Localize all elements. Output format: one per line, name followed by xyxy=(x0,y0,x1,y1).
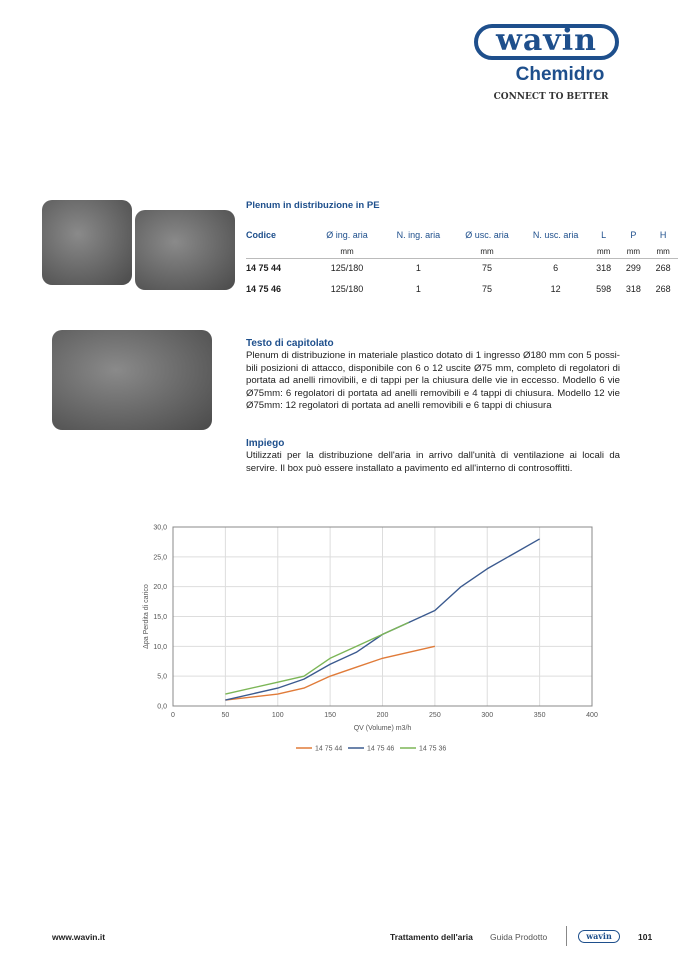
product-table: Codice Ø ing. aria N. ing. aria Ø usc. aria N. usc. aria L P H mm mm mm mm mm 14 75 44 125/180 1 75 6 318 299 268 14 75 46 125/180 1 75 12 598 318 268 xyxy=(246,226,678,301)
x-tick-label: 100 xyxy=(271,712,284,719)
footer-guide: Guida Prodotto xyxy=(490,932,548,942)
product-title: Plenum in distribuzione in PE xyxy=(246,200,380,211)
x-tick-label: 200 xyxy=(376,712,389,719)
x-tick-label: 150 xyxy=(324,712,336,719)
use-section xyxy=(246,438,620,475)
use-text: Utilizzati per la distribuzione dell'aria in arrivo dall'unità di ventilazione ai locali da servire. Il box può essere installato a pavimento ed all'interno di controsoffitti. xyxy=(246,450,620,474)
product-image-12-way xyxy=(52,330,212,430)
product-image-6-way-open xyxy=(135,210,235,290)
chemidro-logo: Chemidro xyxy=(515,64,605,85)
y-tick-label: 5,0 xyxy=(157,673,167,681)
legend-label: 14 75 46 xyxy=(367,745,395,753)
y-tick-label: 15,0 xyxy=(153,614,167,621)
wavin-logo: wavin xyxy=(474,24,619,60)
spec-text: Plenum di distribuzione in materiale plastico dotato di 1 ingresso Ø180 mm con 5 possi-bili posizioni di attacco, disponibile con 6 o 12 uscite Ø75 mm, completo di regolatori di portata ad anelli rimovibili, e di tappi per la chiusura delle vie in eccesso. Modello 6 vie Ø75mm: 6 regolatori di portata ad anelli removibili e 4 tappi di chiusura. Modello 12 vie Ø75mm: 12 regolatori di portata ad anelli removibili e 6 tappi di chiusura xyxy=(246,350,620,412)
x-tick-label: 50 xyxy=(221,712,230,719)
table-row: 14 75 44 125/180 1 75 6 318 299 268 xyxy=(246,263,671,273)
x-tick-label: 350 xyxy=(533,712,546,719)
y-tick-label: 25,0 xyxy=(153,554,167,562)
y-tick-label: 10,0 xyxy=(153,643,167,651)
y-tick-label: 30,0 xyxy=(153,524,167,532)
x-tick-label: 400 xyxy=(586,712,598,719)
x-tick-label: 250 xyxy=(429,712,441,719)
use-title: Impiego xyxy=(246,438,285,449)
pressure-loss-chart xyxy=(0,510,678,770)
x-axis-label: QV (Volume) m3/h xyxy=(353,725,412,732)
footer-divider xyxy=(566,926,567,946)
page-number: 101 xyxy=(638,932,653,942)
footer-logo: wavin xyxy=(578,930,620,943)
y-axis-label: Δpa Perdita di carico xyxy=(143,584,150,649)
footer-url[interactable]: www.wavin.it xyxy=(52,932,106,942)
spec-section xyxy=(246,338,620,412)
spec-title: Testo di capitolato xyxy=(246,338,334,349)
footer-section: Trattamento dell'aria xyxy=(390,932,473,942)
y-tick-label: 0,0 xyxy=(157,703,167,711)
tagline: CONNECT TO BETTER xyxy=(493,92,609,102)
table-row: 14 75 46 125/180 1 75 12 598 318 268 xyxy=(246,284,671,294)
x-tick-label: 300 xyxy=(481,712,494,719)
y-tick-label: 20,0 xyxy=(153,584,167,592)
legend-label: 14 75 44 xyxy=(315,745,343,753)
x-tick-label: 0 xyxy=(171,712,175,719)
legend-label: 14 75 36 xyxy=(419,745,447,753)
product-image-6-way xyxy=(42,200,132,285)
